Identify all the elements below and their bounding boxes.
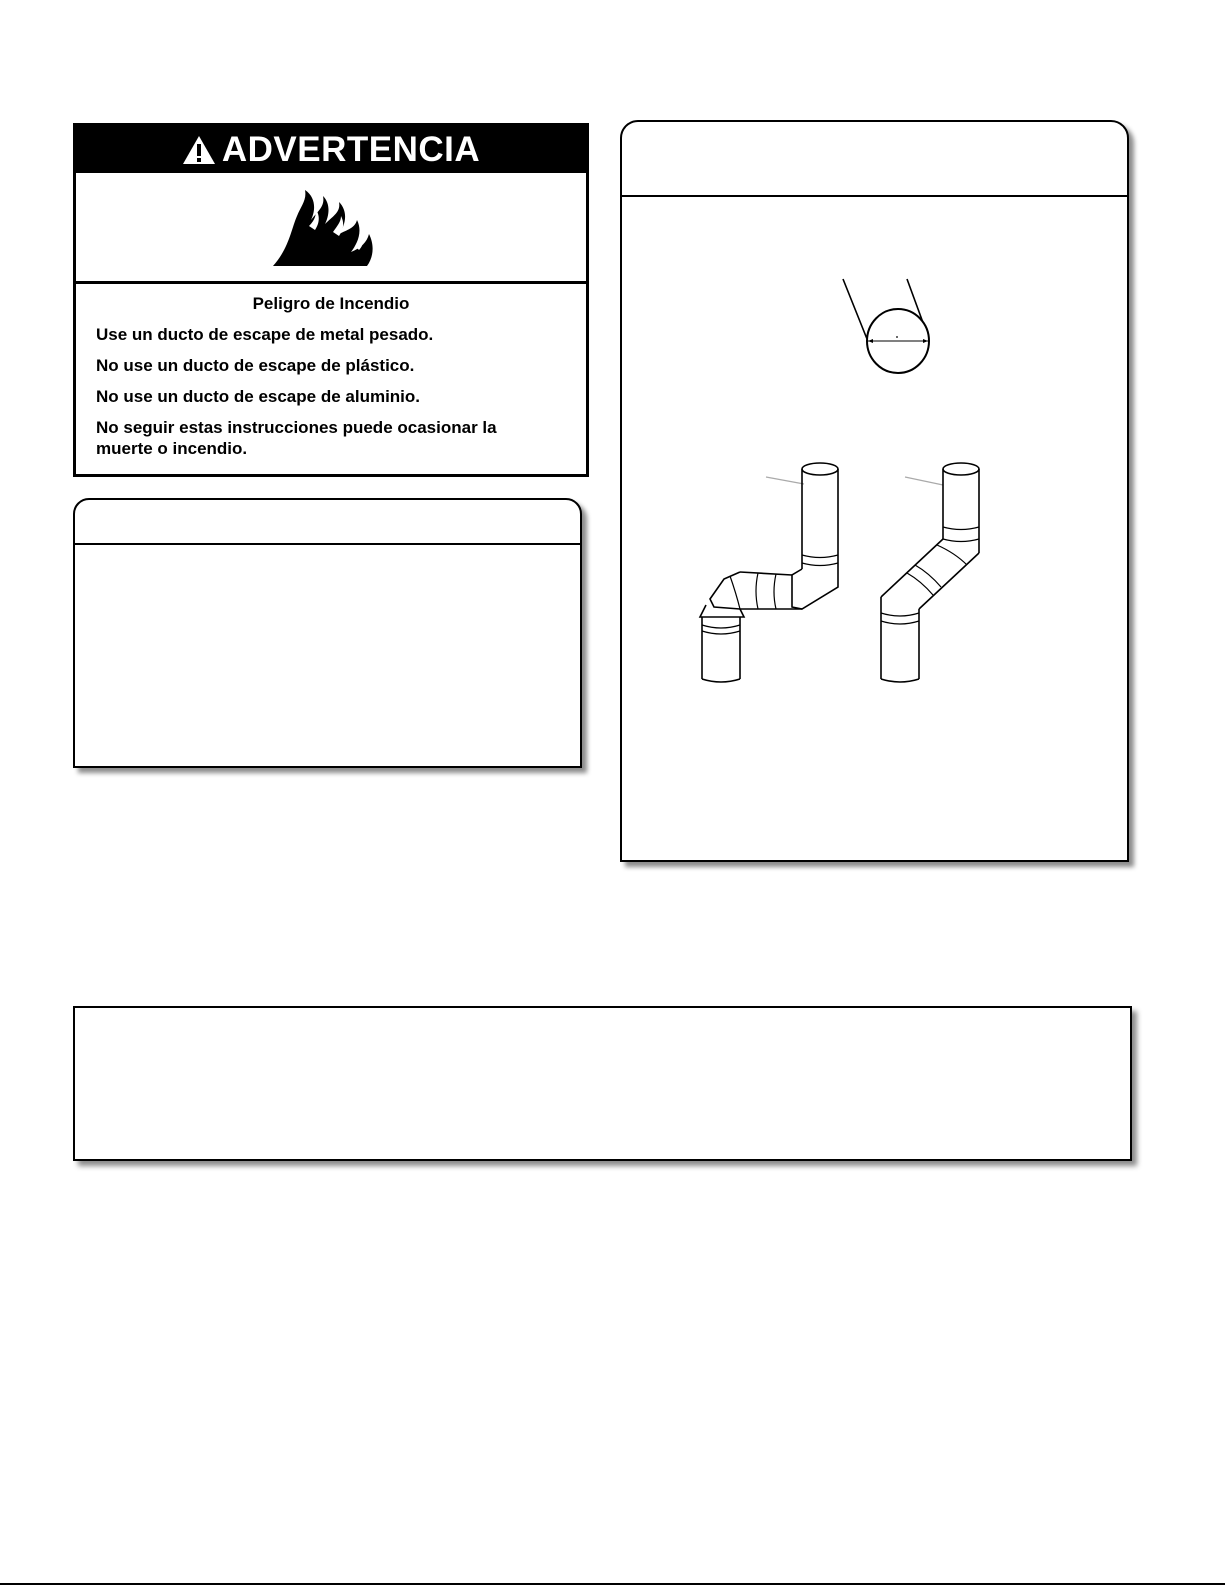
warning-line: No seguir estas instrucciones puede ocasionar la muerte o incendio. xyxy=(96,418,497,458)
empty-wide-box xyxy=(73,1006,1132,1161)
warning-line: No use un ducto de escape de aluminio. xyxy=(96,387,421,406)
duct-illustration-box xyxy=(620,120,1129,862)
flame-icon xyxy=(271,186,391,268)
warning-body xyxy=(76,284,586,459)
warning-header xyxy=(76,126,586,173)
warning-line: Use un ducto de escape de metal pesado. xyxy=(96,325,434,344)
warning-triangle-icon xyxy=(182,135,216,165)
offset-duct-illustration xyxy=(867,457,997,687)
duct-diameter-diagram xyxy=(837,277,947,377)
warning-header-text: ADVERTENCIA xyxy=(221,129,481,169)
elbow-duct-illustration xyxy=(692,457,842,687)
flame-panel xyxy=(76,173,586,284)
warning-line: No use un ducto de escape de plástico. xyxy=(96,356,415,375)
warning-box xyxy=(73,123,589,477)
section-divider xyxy=(75,543,580,545)
empty-section-box xyxy=(73,498,582,768)
section-divider xyxy=(622,195,1127,197)
hazard-title: Peligro de Incendio xyxy=(252,294,410,313)
